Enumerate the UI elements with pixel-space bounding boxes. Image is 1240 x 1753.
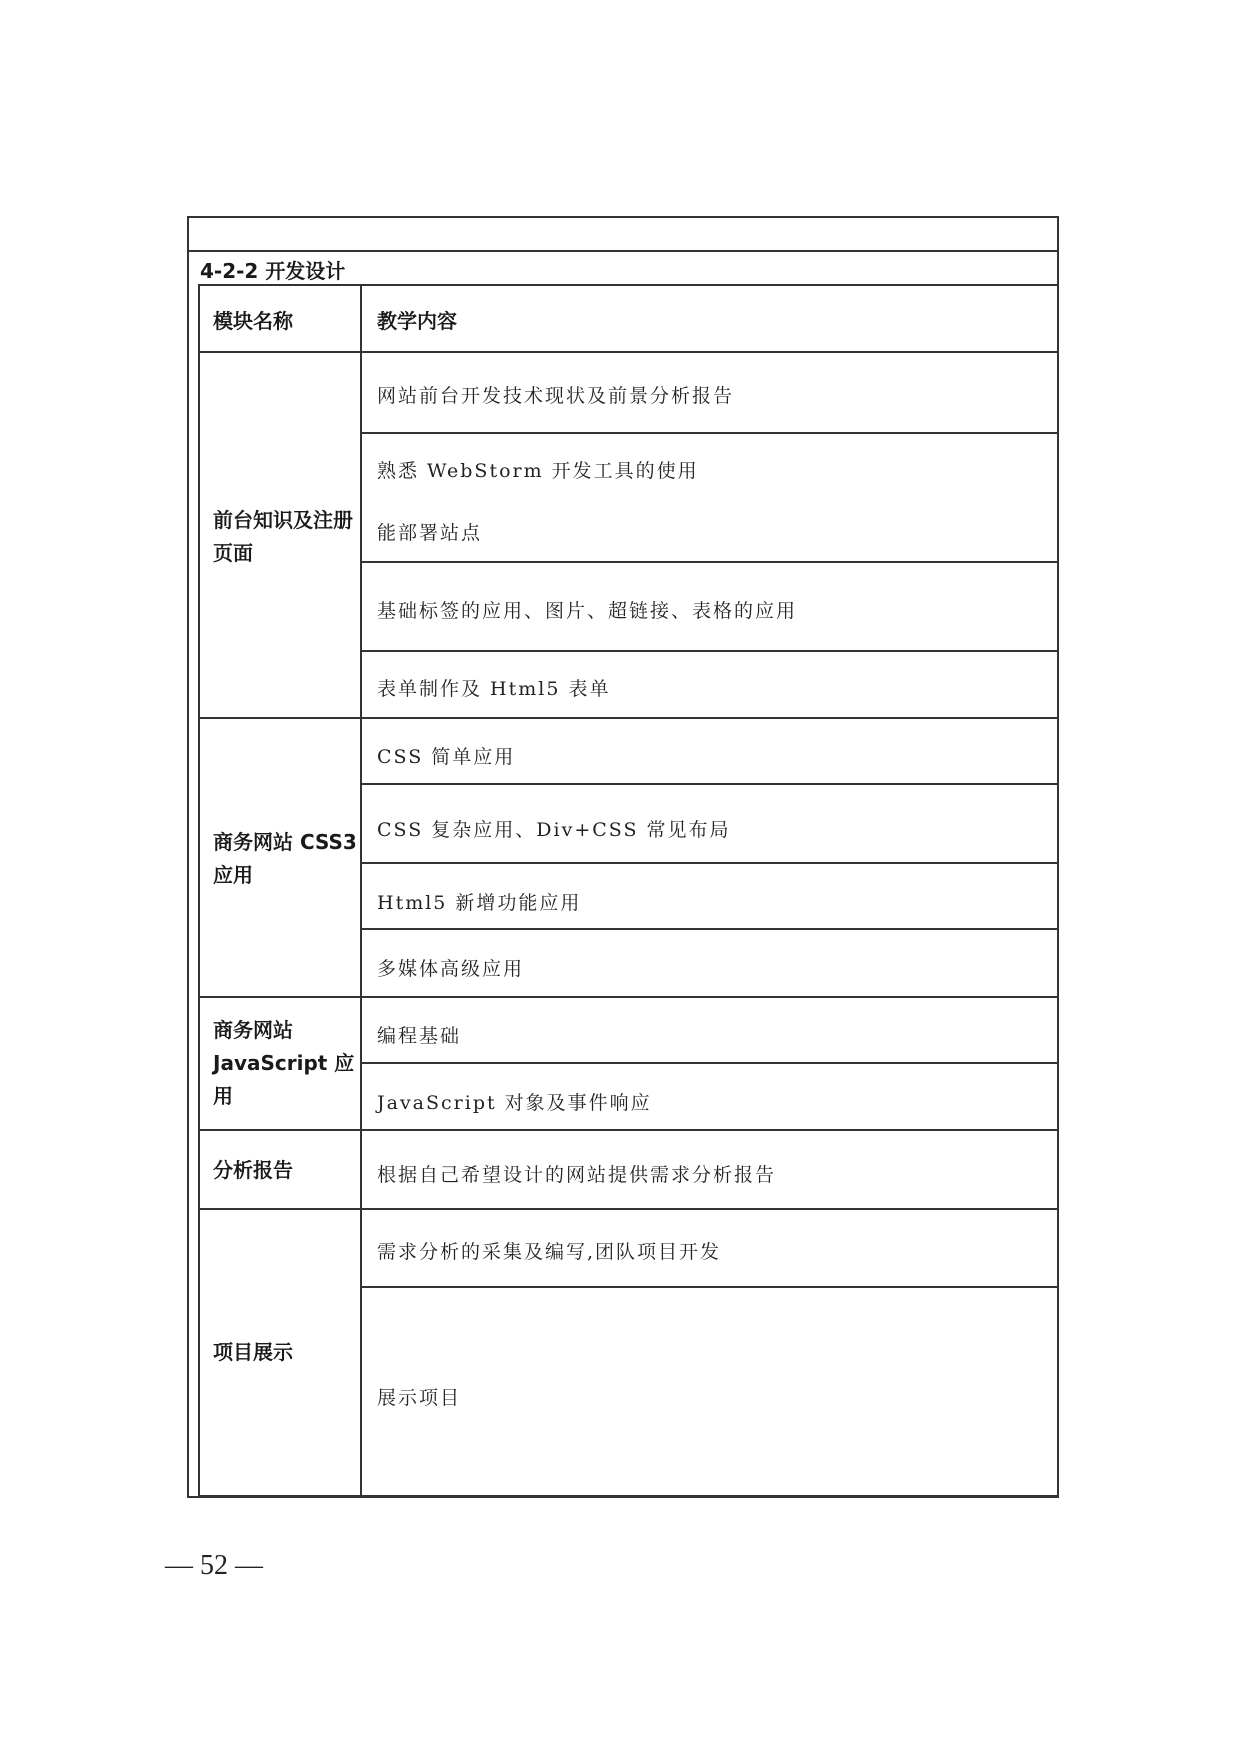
- title-band-divider: [187, 250, 1059, 252]
- module-name: 商务网站 JavaScript 应用: [213, 1018, 355, 1108]
- content-cell: 网站前台开发技术现状及前景分析报告: [377, 385, 735, 407]
- module-name: 项目展示: [213, 1340, 293, 1364]
- section-title: 4-2-2 开发设计: [200, 259, 346, 283]
- content-cell: 多媒体高级应用: [377, 958, 525, 980]
- module-name: 分析报告: [213, 1158, 293, 1182]
- module-name: 前台知识及注册页面: [213, 508, 353, 565]
- content-cell: JavaScript 对象及事件响应: [377, 1092, 652, 1114]
- content-cell: 基础标签的应用、图片、超链接、表格的应用: [377, 600, 798, 622]
- content-row-divider: [360, 432, 1059, 434]
- module-name: 商务网站 CSS3 应用: [213, 830, 357, 887]
- content-row-divider: [360, 1286, 1059, 1288]
- content-cell: 编程基础: [377, 1025, 462, 1047]
- content-cell: 需求分析的采集及编写,团队项目开发: [377, 1241, 722, 1263]
- content-cell: 熟悉 WebStorm 开发工具的使用: [377, 460, 699, 482]
- header-teaching-content: 教学内容: [377, 309, 457, 333]
- row-divider: [198, 996, 1059, 998]
- content-row-divider: [360, 561, 1059, 563]
- content-row-divider: [360, 928, 1059, 930]
- content-row-divider: [360, 1062, 1059, 1064]
- content-row-divider: [360, 650, 1059, 652]
- row-divider: [198, 1208, 1059, 1210]
- content-row-divider: [360, 783, 1059, 785]
- content-cell: 表单制作及 Html5 表单: [377, 678, 611, 700]
- content-row-divider: [360, 862, 1059, 864]
- content-cell: CSS 简单应用: [377, 746, 516, 768]
- row-divider: [198, 717, 1059, 719]
- page-number: — 52 —: [165, 1550, 263, 1581]
- content-cell: 根据自己希望设计的网站提供需求分析报告: [377, 1164, 777, 1186]
- content-cell: 展示项目: [377, 1387, 462, 1409]
- header-module-name: 模块名称: [213, 309, 293, 333]
- content-cell: CSS 复杂应用、Div+CSS 常见布局: [377, 819, 731, 841]
- row-divider: [198, 1129, 1059, 1131]
- content-cell: Html5 新增功能应用: [377, 892, 582, 914]
- content-cell: 能部署站点: [377, 522, 483, 544]
- row-divider: [198, 351, 1059, 353]
